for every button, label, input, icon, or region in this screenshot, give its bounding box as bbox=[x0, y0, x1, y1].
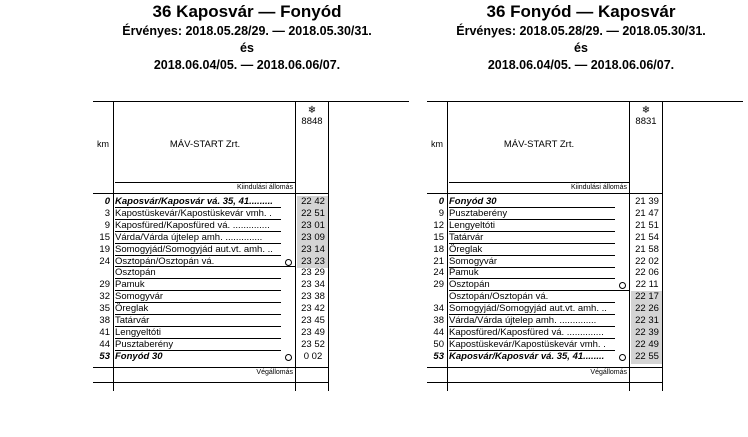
station-name: Tatárvár bbox=[449, 231, 484, 243]
stop-circle-icon bbox=[285, 259, 292, 266]
km-value: 18 bbox=[433, 243, 444, 255]
validity-line-3: 2018.06.04/05. — 2018.06.06/07. bbox=[487, 58, 675, 72]
table-row bbox=[93, 232, 327, 243]
table-row bbox=[93, 315, 327, 326]
route-title: 36 Kaposvár — Fonyód bbox=[152, 2, 342, 21]
station-name: Somogyjád/Somogyjád aut.vt. amh. .. bbox=[449, 303, 607, 315]
station-name: Kapostüskevár/Kapostüskevár vmh. . bbox=[115, 207, 272, 219]
table-row bbox=[427, 315, 661, 326]
station-name: Osztopán bbox=[115, 267, 156, 279]
validity-line-1: Érvényes: 2018.05.28/29. — 2018.05.30/31. bbox=[456, 24, 706, 38]
km-value: 44 bbox=[433, 326, 444, 338]
km-value: 3 bbox=[104, 207, 110, 219]
company-name: MÁV-START Zrt. bbox=[503, 139, 575, 150]
section-rule bbox=[115, 266, 295, 267]
departure-time: 22 39 bbox=[635, 326, 659, 338]
timetable-table bbox=[427, 101, 743, 391]
table-row bbox=[427, 291, 661, 302]
departure-time: 22 49 bbox=[635, 338, 659, 350]
table-row bbox=[427, 256, 661, 267]
timetable-table bbox=[93, 101, 409, 391]
table-row bbox=[93, 327, 327, 338]
km-value: 44 bbox=[99, 338, 110, 350]
km-value: 34 bbox=[433, 303, 444, 315]
station-name: Várda/Várda újtelep amh. .............. bbox=[115, 231, 263, 243]
departure-time: 22 26 bbox=[635, 303, 659, 315]
snowflake-icon: ❄ bbox=[641, 105, 651, 116]
station-name: Öreglak bbox=[449, 243, 483, 255]
station-name: Pamuk bbox=[115, 279, 145, 291]
km-value: 12 bbox=[433, 219, 444, 231]
departure-time: 23 09 bbox=[301, 231, 325, 243]
departure-time: 23 34 bbox=[301, 279, 325, 291]
departure-time: 22 42 bbox=[301, 196, 325, 207]
station-name: Fonyód 30 bbox=[449, 196, 497, 207]
train-header bbox=[297, 106, 327, 127]
table-row bbox=[427, 303, 661, 314]
header-rule bbox=[427, 193, 662, 194]
station-name: Somogyvár bbox=[449, 255, 498, 267]
station-name: Osztopán bbox=[449, 279, 490, 291]
station-name: Somogyvár bbox=[115, 291, 164, 303]
station-name: Lengyeltóti bbox=[115, 326, 161, 338]
end-station-label: Végállomás bbox=[256, 368, 293, 376]
station-name: Pusztaberény bbox=[449, 207, 508, 219]
km-value: 9 bbox=[104, 219, 110, 231]
km-value: 0 bbox=[104, 196, 110, 207]
train-header bbox=[631, 106, 661, 127]
header-rule bbox=[93, 193, 328, 194]
company-name: MÁV-START Zrt. bbox=[169, 139, 241, 150]
departure-time: 21 47 bbox=[635, 207, 659, 219]
station-name: Somogyjád/Somogyjád aut.vt. amh. .. bbox=[115, 243, 273, 255]
stop-circle-icon bbox=[619, 282, 626, 289]
km-value: 29 bbox=[433, 279, 444, 291]
label-rule bbox=[115, 182, 295, 183]
table-row bbox=[93, 208, 327, 219]
station-name: Pusztaberény bbox=[115, 338, 174, 350]
departure-time: 21 54 bbox=[635, 231, 659, 243]
station-name: Pamuk bbox=[449, 267, 479, 279]
km-value: 15 bbox=[433, 231, 444, 243]
train-number: 8848 bbox=[301, 116, 323, 127]
station-name: Kaposfüred/Kaposfüred vá. .............. bbox=[449, 326, 604, 338]
km-value: 19 bbox=[99, 243, 110, 255]
station-name: Kaposvár/Kaposvár vá. 35, 41......... bbox=[115, 196, 273, 207]
start-station-label: Kiindulási állomás bbox=[570, 184, 627, 191]
departure-time: 23 01 bbox=[301, 219, 325, 231]
table-row bbox=[427, 327, 661, 338]
station-name: Kaposfüred/Kaposfüred vá. .............. bbox=[115, 219, 270, 231]
departure-time: 23 45 bbox=[301, 315, 325, 326]
km-header: km bbox=[431, 139, 443, 149]
table-row bbox=[93, 351, 327, 362]
table-row bbox=[427, 220, 661, 231]
km-value: 41 bbox=[99, 326, 110, 338]
departure-time: 23 52 bbox=[301, 338, 325, 350]
station-name: Várda/Várda újtelep amh. .............. bbox=[449, 315, 597, 326]
table-row bbox=[427, 351, 661, 362]
departure-time: 22 02 bbox=[635, 255, 659, 267]
table-row bbox=[93, 279, 327, 290]
station-name: Kapostüskevár/Kapostüskevár vmh. . bbox=[449, 338, 606, 350]
validity-line-1: Érvényes: 2018.05.28/29. — 2018.05.30/31. bbox=[122, 24, 372, 38]
departure-time: 22 31 bbox=[635, 315, 659, 326]
km-header: km bbox=[97, 139, 109, 149]
route-title: 36 Fonyód — Kaposvár bbox=[486, 2, 676, 21]
table-row bbox=[93, 244, 327, 255]
departure-time: 23 42 bbox=[301, 303, 325, 315]
table-row bbox=[93, 196, 327, 207]
km-value: 24 bbox=[99, 255, 110, 267]
validity-line-2: és bbox=[240, 41, 254, 55]
departure-time: 21 39 bbox=[635, 196, 659, 207]
section-rule bbox=[449, 290, 629, 291]
station-name: Kaposvár/Kaposvár vá. 35, 41........ bbox=[449, 350, 605, 362]
km-value: 24 bbox=[433, 267, 444, 279]
train-number: 8831 bbox=[635, 116, 657, 127]
departure-time: 22 17 bbox=[635, 291, 659, 303]
table-row bbox=[427, 244, 661, 255]
bottom-rule bbox=[427, 382, 662, 383]
km-value: 38 bbox=[433, 315, 444, 326]
table-row bbox=[427, 279, 661, 290]
table-row bbox=[93, 291, 327, 302]
departure-time: 23 38 bbox=[301, 291, 325, 303]
station-name: Osztopán/Osztopán vá. bbox=[449, 291, 549, 303]
departure-time: 21 58 bbox=[635, 243, 659, 255]
table-row bbox=[427, 267, 661, 278]
table-row bbox=[93, 339, 327, 350]
departure-time: 22 11 bbox=[635, 279, 659, 291]
departure-time: 21 51 bbox=[635, 219, 659, 231]
km-value: 21 bbox=[433, 255, 444, 267]
bottom-rule bbox=[93, 382, 328, 383]
departure-time: 22 51 bbox=[301, 207, 325, 219]
footer-rule bbox=[427, 367, 662, 368]
departure-time: 22 06 bbox=[635, 267, 659, 279]
departure-time: 23 29 bbox=[301, 267, 325, 279]
departure-time: 23 49 bbox=[301, 326, 325, 338]
km-value: 32 bbox=[99, 291, 110, 303]
km-value: 53 bbox=[433, 350, 444, 362]
km-value: 29 bbox=[99, 279, 110, 291]
station-name: Öreglak bbox=[115, 303, 149, 315]
start-station-label: Kiindulási állomás bbox=[236, 184, 293, 191]
km-value: 35 bbox=[99, 303, 110, 315]
label-rule bbox=[449, 182, 629, 183]
station-name: Osztopán/Osztopán vá. bbox=[115, 255, 215, 267]
table-row bbox=[93, 220, 327, 231]
table-row bbox=[93, 267, 327, 278]
km-value: 53 bbox=[99, 350, 110, 362]
km-value: 0 bbox=[438, 196, 444, 207]
station-name: Tatárvár bbox=[115, 315, 150, 326]
snowflake-icon: ❄ bbox=[307, 105, 317, 116]
table-row bbox=[427, 196, 661, 207]
validity-line-2: és bbox=[574, 41, 588, 55]
km-value: 9 bbox=[438, 207, 444, 219]
departure-time: 23 23 bbox=[301, 255, 325, 267]
station-name: Fonyód 30 bbox=[115, 350, 163, 362]
validity-line-3: 2018.06.04/05. — 2018.06.06/07. bbox=[153, 58, 341, 72]
stop-circle-icon bbox=[285, 354, 292, 361]
table-row bbox=[427, 208, 661, 219]
departure-time: 23 14 bbox=[301, 243, 325, 255]
km-value: 50 bbox=[433, 338, 444, 350]
footer-rule bbox=[93, 367, 328, 368]
station-name: Lengyeltóti bbox=[449, 219, 495, 231]
table-row bbox=[427, 232, 661, 243]
table-row bbox=[427, 339, 661, 350]
departure-time: 22 55 bbox=[635, 350, 659, 362]
table-row bbox=[93, 303, 327, 314]
km-value: 38 bbox=[99, 315, 110, 326]
end-station-label: Végállomás bbox=[590, 368, 627, 376]
stop-circle-icon bbox=[619, 354, 626, 361]
km-value: 15 bbox=[99, 231, 110, 243]
departure-time: 0 02 bbox=[303, 350, 323, 362]
table-row bbox=[93, 256, 327, 267]
